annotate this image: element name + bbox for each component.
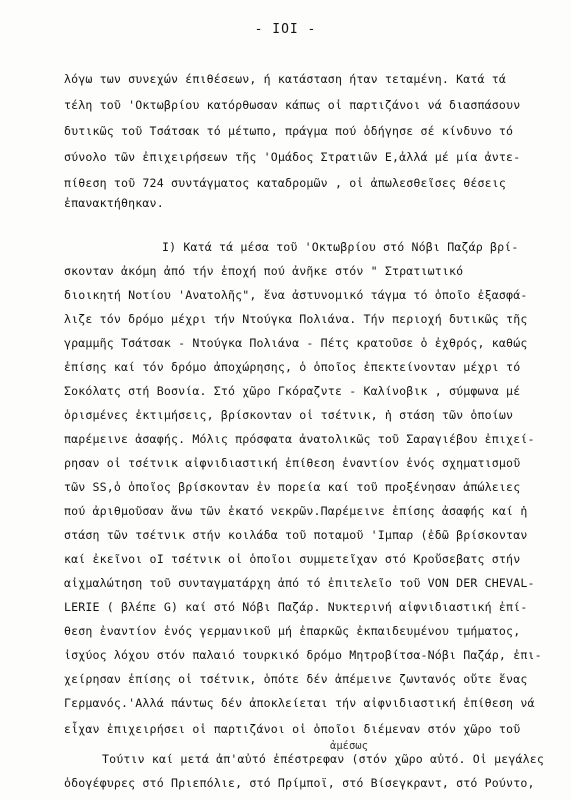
text-line: σκονταν ἀκόμη ἀπό τήν ἐποχή πού ἀνῆκε στόν " Στρατιωτικό: [64, 264, 464, 278]
text-line: καί ἐκεῖνοι οΙ τσέτνικ οἱ ὁποῖοι συμμετεῖχαν στό Κροὔσεβατς στήν: [64, 552, 521, 566]
text-line: τέλη τοῦ 'Οκτωβρίου κατόρθωσαν κάπως οἱ παρτιζάνοι νά διασπάσουν: [64, 98, 521, 112]
text-line: πού ἀριθμοῦσαν ἄνω τῶν ἑκατό νεκρῶν.Παρέμεινε ἐπίσης ἀσαφής καί ἡ: [64, 504, 528, 518]
paragraph-start-line: Τούτιν καί μετά ἀπ'αὐτό ἐπέστρεφαν (στόν χῶρο αὐτό. Οἱ μεγάλες: [102, 752, 545, 766]
text-line: διοικητή Νοτίου 'Ανατολῆς", ἕνα ἀστυνομικό τάγμα τό ὁποῖο ἐξασφά-: [64, 288, 528, 302]
text-line: σύνολο τῶν ἐπιχειρήσεων τῆς 'Ομάδος Στρατιῶν Ε,ἀλλά μέ μία ἀντε-: [64, 150, 521, 164]
text-line: ὁδογέφυρες στό Πριεπόλιε, στό Πρίμποϊ, στό Βίσεγκραντ, στό Ρούντο,: [64, 776, 535, 790]
text-line: εἶχαν ἐπιχειρήσει οἱ παρτιζάνοι οἱ ὁποῖοι διέμεναν στόν χῶρο τοῦ: [64, 722, 521, 736]
text-line: λόγω των συνεχών έπιθέσεων, ή κατάσταση ήταν τεταμένη. Κατά τά: [64, 72, 507, 86]
text-line: γραμμῆς Τσάτσακ - Ντούγκα Πολιάνα - Πέτς κρατοῦσε ὁ ἐχθρός, καθώς: [64, 336, 528, 350]
typed-insertion: ἀμέσως: [330, 740, 368, 752]
text-line: λιζε τόν δρόμο μέχρι τήν Ντούγκα Πολιάνα. Τήν περιοχή δυτικῶς τῆς: [64, 312, 528, 326]
text-line: ὁρισμένες ἐκτιμήσεις, βρίσκονταν οἱ τσέτνικ, ἡ στάση τῶν ὁποίων: [64, 408, 514, 422]
text-line: Γερμανός.'Αλλά πάντως δέν ἀποκλείεται τήν αἰφνιδιαστική ἐπίθεση νά: [64, 696, 535, 710]
text-line: πίθεση τοῦ 724 συντάγματος καταδρομῶν , οἱ ἀπωλεσθεῖσες θέσεις: [64, 176, 507, 190]
text-line: ρησαν οἱ τσέτνικ αἰφνιδιαστική ἐπίθεση ἐναντίον ἑνός σχηματισμοῦ: [64, 456, 521, 470]
text-line: ἐπανακτήθηκαν.: [64, 196, 164, 210]
text-line: Σοκόλατς στή Βοσνία. Στό χῶρο Γκόραζντε - Καλίνοβικ , σύμφωνα μέ: [64, 384, 521, 398]
text-line: LERIE ( βλέπε G) καί στό Νόβι Παζάρ. Νυκτερινή αἰφνιδιαστική ἐπί-: [64, 600, 528, 614]
text-line: ἐπίσης καί τόν δρόμο ἀποχώρησης, ὁ ὁποῖος ἐπεκτείνονταν μέχρι τό: [64, 360, 521, 374]
text-line: τῶν SS,ὁ ὁποῖος βρίσκονταν ἐν πορεία καί τοῦ προξένησαν ἀπώλειες: [64, 480, 521, 494]
text-line: ἰσχύος λόχου στόν παλαιό τουρκικό δρόμο Μητροβίτσα-Νόβι Παζάρ, ἐπι-: [64, 648, 542, 662]
text-line: θεση ἐναντίον ἑνός γερμανικοῦ μή ἐπαρκῶς ἐκπαιδευμένου τμήματος,: [64, 624, 521, 638]
text-line: χείρησαν ἐπίσης οἱ τσέτνικ, ὁπότε δέν ἀπέμεινε ζωντανός οὔτε ἕνας: [64, 672, 528, 686]
text-line: δυτικῶς τοῦ Τσάτσακ τό μέτωπο, πράγμα πού ὁδήγησε σέ κίνδυνο τό: [64, 124, 514, 138]
text-line: στάση τῶν τσέτνικ στήν κοιλάδα τοῦ ποταμοῦ 'Ιμπαρ (ἐδῶ βρίσκονταν: [64, 528, 528, 542]
text-line: παρέμεινε ἀσαφής. Μόλις πρόσφατα ἀνατολικῶς τοῦ Σαραγιέβου ἐπιχεί-: [64, 432, 535, 446]
paragraph-start-line: I) Κατά τά μέσα τοῦ 'Οκτωβρίου στό Νόβι Παζάρ βρί-: [162, 240, 519, 254]
page-number: - IOI -: [254, 22, 317, 37]
text-line: αἰχμαλώτηση τοῦ συνταγματάρχη ἀπό τό ἐπιτελεῖο τοῦ VON DER CHEVAL-: [64, 576, 535, 590]
